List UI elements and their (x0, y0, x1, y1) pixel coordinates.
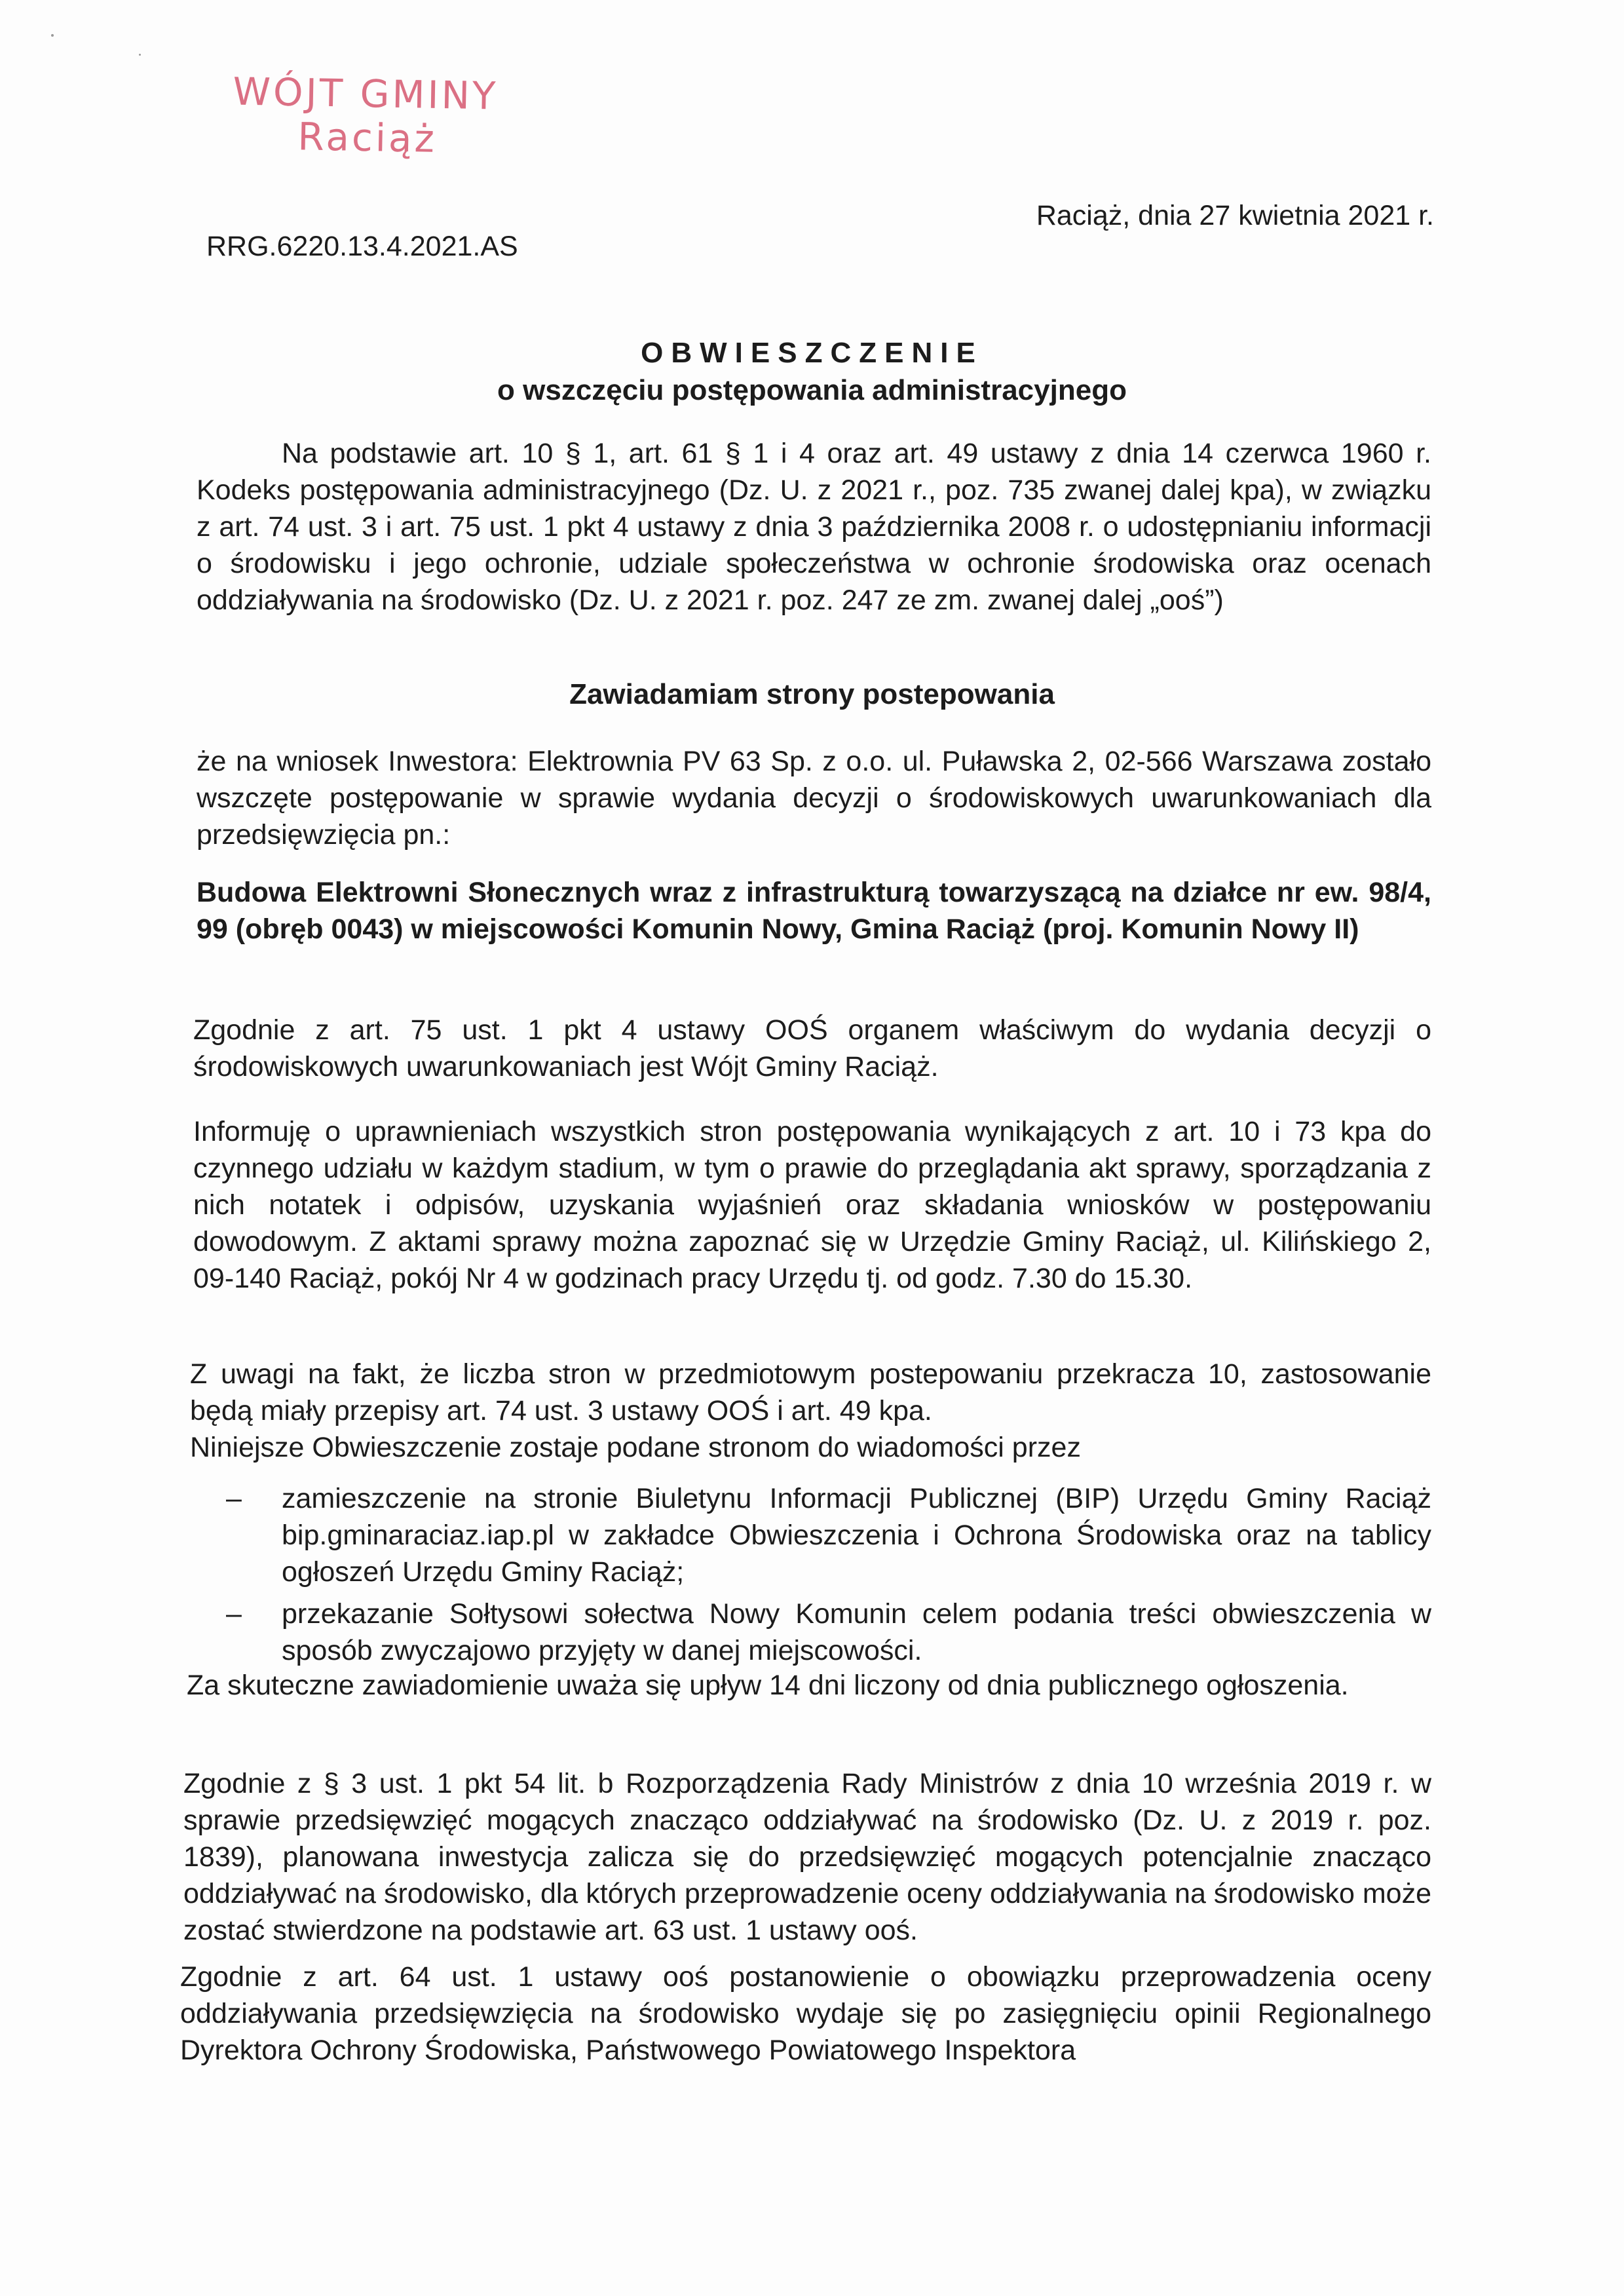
paragraph-art64: Zgodnie z art. 64 ust. 1 ustawy ooś postanowienie o obowiązku przeprowadzenia oceny oddziaływania przedsięwzięcia na środowisko wydaje się po zasięgnięciu opinii Regionalnego Dyrektora Ochrony Środowiska, Państwowego Powiatowego Inspektora (180, 1961, 1431, 2066)
dash-bullet: – (226, 1483, 242, 1514)
paragraph-wniosek: że na wniosek Inwestora: Elektrownia PV 63 Sp. z o.o. ul. Puławska 2, 02-566 Warszawa zostało wszczęte postępowanie w sprawie wydania decyzji o środowiskowych uwarunkowaniach dla przedsięwzięcia pn.: (197, 746, 1431, 851)
section-heading: Zawiadamiam strony postepowania (569, 678, 1055, 710)
scan-speck (51, 34, 54, 37)
stamp-line-1: WÓJT GMINY (233, 69, 499, 119)
list-item-text: przekazanie Sołtysowi sołectwa Nowy Komunin celem podania treści obwieszczenia w sposób zwyczajowo przyjęty w danej miejscowości. (282, 1598, 1431, 1666)
paragraph-zawiadomienie: Za skuteczne zawiadomienie uważa się upływ 14 dni liczony od dnia publicznego ogłoszenia. (187, 1670, 1349, 1701)
paragraph-organ: Zgodnie z art. 75 ust. 1 pkt 4 ustawy OOŚ organem właściwym do wydania decyzji o środowiskowych uwarunkowaniach jest Wójt Gminy Raciąż. (193, 1014, 1431, 1082)
paragraph-inform: Informuję o uprawnieniach wszystkich stron postępowania wynikających z art. 10 i 73 kpa do czynnego udziału w każdym stadium, w tym o prawie do przeglądania akt sprawy, sporządzania z nich notatek i odpisów, uzyskania wyjaśnień oraz składania wniosków w postępowaniu dowodowym. Z aktami sprawy można zapoznać się w Urzędzie Gminy Raciąż, ul. Kilińskiego 2, 09-140 Raciąż, pokój Nr 4 w godzinach pracy Urzędu tj. od godz. 7.30 do 15.30. (193, 1116, 1431, 1294)
title-sub: o wszczęciu postępowania administracyjnego (497, 374, 1127, 407)
title-main: OBWIESZCZENIE (641, 337, 983, 369)
document-title (0, 334, 1624, 409)
dash-bullet: – (226, 1598, 242, 1630)
paragraph-uwagi (190, 1356, 1431, 1466)
date-line: Raciąż, dnia 27 kwietnia 2021 r. (1036, 200, 1434, 231)
paragraph-rozporzadzenie: Zgodnie z § 3 ust. 1 pkt 54 lit. b Rozporządzenia Rady Ministrów z dnia 10 września 2019 r. w sprawie przedsięwzięć mogących znacząco oddziaływać na środowisko (Dz. U. z 2019 r. poz. 1839), planowana inwestycja zalicza się do przedsięwzięć mogących potencjalnie znacząco oddziaływać na środowisko, dla których przeprowadzenie oceny oddziaływania na środowisko może zostać stwierdzone na podstawie art. 63 ust. 1 ustawy ooś. (183, 1768, 1431, 1946)
paragraph-uwagi-intro: Niniejsze Obwieszczenie zostaje podane stronom do wiadomości przez (190, 1431, 1081, 1463)
list-item (226, 1596, 1431, 1670)
paragraph-uwagi-line: Z uwagi na fakt, że liczba stron w przedmiotowym postepowaniu przekracza 10, zastosowanie będą miały przepisy art. 74 ust. 3 ustawy OOŚ i art. 49 kpa. (190, 1358, 1431, 1426)
paragraph-legal-basis: Na podstawie art. 10 § 1, art. 61 § 1 i 4 oraz art. 49 ustawy z dnia 14 czerwca 1960 r. Kodeks postępowania administracyjnego (Dz. U. z 2021 r., poz. 735 zwanej dalej kpa), w związku z art. 74 ust. 3 i art. 75 ust. 1 pkt 4 ustawy z dnia 3 października 2008 r. o udostępnianiu informacji o środowisku i jego ochronie, udziale społeczeństwa w ochronie środowiska oraz ocenach oddziaływania na środowisko (Dz. U. z 2021 r. poz. 247 ze zm. zwanej dalej „ooś”) (197, 438, 1431, 616)
publication-list (226, 1481, 1431, 1674)
list-item-text: zamieszczenie na stronie Biuletynu Informacji Publicznej (BIP) Urzędu Gminy Raciąż bip.gminaraciaz.iap.pl w zakładce Obwieszczenia i Ochrona Środowiska oraz na tablicy ogłoszeń Urzędu Gminy Raciąż; (282, 1483, 1431, 1588)
project-name: Budowa Elektrowni Słonecznych wraz z infrastrukturą towarzyszącą na działce nr ew. 98/4, 99 (obręb 0043) w miejscowości Komunin Nowy, Gmina Raciąż (proj. Komunin Nowy II) (197, 877, 1431, 945)
list-item (226, 1481, 1431, 1591)
scan-speck (139, 54, 141, 56)
reference-number: RRG.6220.13.4.2021.AS (206, 231, 518, 262)
office-stamp (232, 69, 499, 161)
stamp-line-2: Raciąż (297, 113, 438, 161)
